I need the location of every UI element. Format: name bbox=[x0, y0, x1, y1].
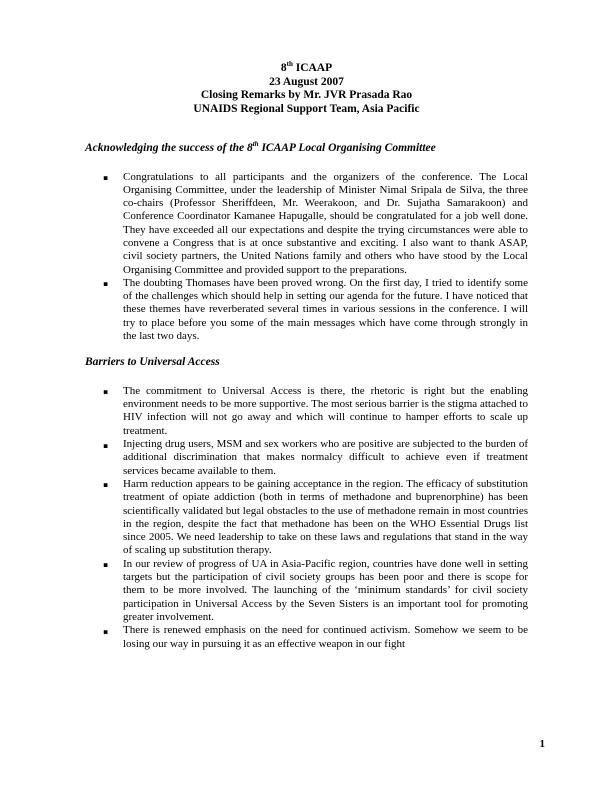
section1-heading-superscript: th bbox=[252, 140, 259, 149]
list-item bbox=[85, 558, 528, 624]
section-heading-acknowledging-success bbox=[85, 142, 528, 156]
doc-date: 23 August 2007 bbox=[269, 75, 344, 88]
bullet-square-icon: ▪ bbox=[103, 626, 109, 636]
bullet-list-acknowledging bbox=[85, 171, 528, 344]
bullet-square-icon: ▪ bbox=[103, 279, 109, 289]
list-item bbox=[85, 478, 528, 558]
section1-heading-pre: Acknowledging the success of the 8 bbox=[85, 142, 253, 154]
bullet-text: The doubting Thomases have been proved wrong. On the first day, I tried to identify some of the challenges which should help in setting our agenda for the future. I have noticed that these themes have reverberated several times in various sessions in the conference. I will try to place before you some of the main messages which have come through strongly in the last two days. bbox=[123, 276, 528, 343]
page-number: 1 bbox=[539, 738, 545, 750]
list-item bbox=[85, 624, 528, 651]
bullet-text: In our review of progress of UA in Asia-Pacific region, countries have done well in setting targets but the participation of civil society groups has been poor and there is scope for them to be more involved. The launching of the ‘minimum standards’ for civil society participation in Universal Access by the Seven Sisters is an important tool for promoting greater involvement. bbox=[123, 557, 528, 623]
doc-title-rest: ICAAP bbox=[292, 62, 333, 74]
bullet-text: Injecting drug users, MSM and sex workers who are positive are subjected to the burden of additional discrimination that makes normalcy difficult to achieve even if treatment services became available to them. bbox=[123, 438, 528, 477]
document-header bbox=[85, 62, 528, 116]
bullet-square-icon: ▪ bbox=[103, 173, 109, 182]
section-heading-barriers-universal-access bbox=[85, 356, 528, 370]
bullet-text: Harm reduction appears to be gaining acceptance in the region. The efficacy of substitution treatment of opiate addiction (both in terms of methadone and buprenorphine) has been scientifically validated but legal obstacles to the use of methadone remain in most countries in the region, despite the fact that methadone has been on the WHO Essential Drugs list since 2005. We need leadership to take on these laws and regulations that stand in the way of scaling up substitution therapy. bbox=[123, 477, 528, 557]
section1-heading-post: ICAAP Local Organising Committee bbox=[258, 142, 436, 154]
bullet-square-icon: ▪ bbox=[103, 480, 109, 490]
doc-org-line: UNAIDS Regional Support Team, Asia Pacific bbox=[193, 102, 420, 115]
section2-heading-pre: Barriers to Universal Access bbox=[85, 356, 220, 369]
doc-title bbox=[85, 62, 528, 76]
list-item bbox=[85, 171, 528, 277]
doc-title-superscript: th bbox=[286, 60, 293, 69]
bullet-square-icon: ▪ bbox=[103, 440, 109, 450]
bullet-square-icon: ▪ bbox=[103, 387, 109, 397]
bullet-text: There is renewed emphasis on the need for continued activism. Somehow we seem to be losing our way in pursuing it as an effective weapon in our fight bbox=[123, 624, 528, 650]
bullet-text: The commitment to Universal Access is there, the rhetoric is right but the enabling environment needs to be more supportive. The most serious barrier is the stigma attached to HIV infection will not go away and which will continue to hamper efforts to scale up treatment. bbox=[123, 384, 528, 437]
doc-title-number: 8 bbox=[280, 62, 287, 74]
doc-remarks-line: Closing Remarks by Mr. JVR Prasada Rao bbox=[200, 89, 413, 101]
bullet-list-barriers bbox=[85, 385, 528, 651]
list-item bbox=[85, 277, 528, 343]
list-item bbox=[85, 438, 528, 478]
bullet-text: Congratulations to all participants and the organizers of the conference. The Local Organising Committee, under the leadership of Minister Nimal Sripala de Silva, the three co-chairs (Professor Sheriffdeen, Mr. Weerakoon, and Dr. Sujatha Samarakoon) and Conference Coordinator Kamanee Hapugalle, should be congratulated for a job well done. They have exceeded all our expectations and despite the trying circumstances were able to convene a Congress that is at once substantive and exciting. I also want to thank ASAP, civil society partners, the United Nations family and others who have stood by the Local Organising Committee and provided support to the preparations. bbox=[123, 170, 528, 276]
list-item bbox=[85, 385, 528, 438]
bullet-square-icon: ▪ bbox=[103, 560, 109, 570]
